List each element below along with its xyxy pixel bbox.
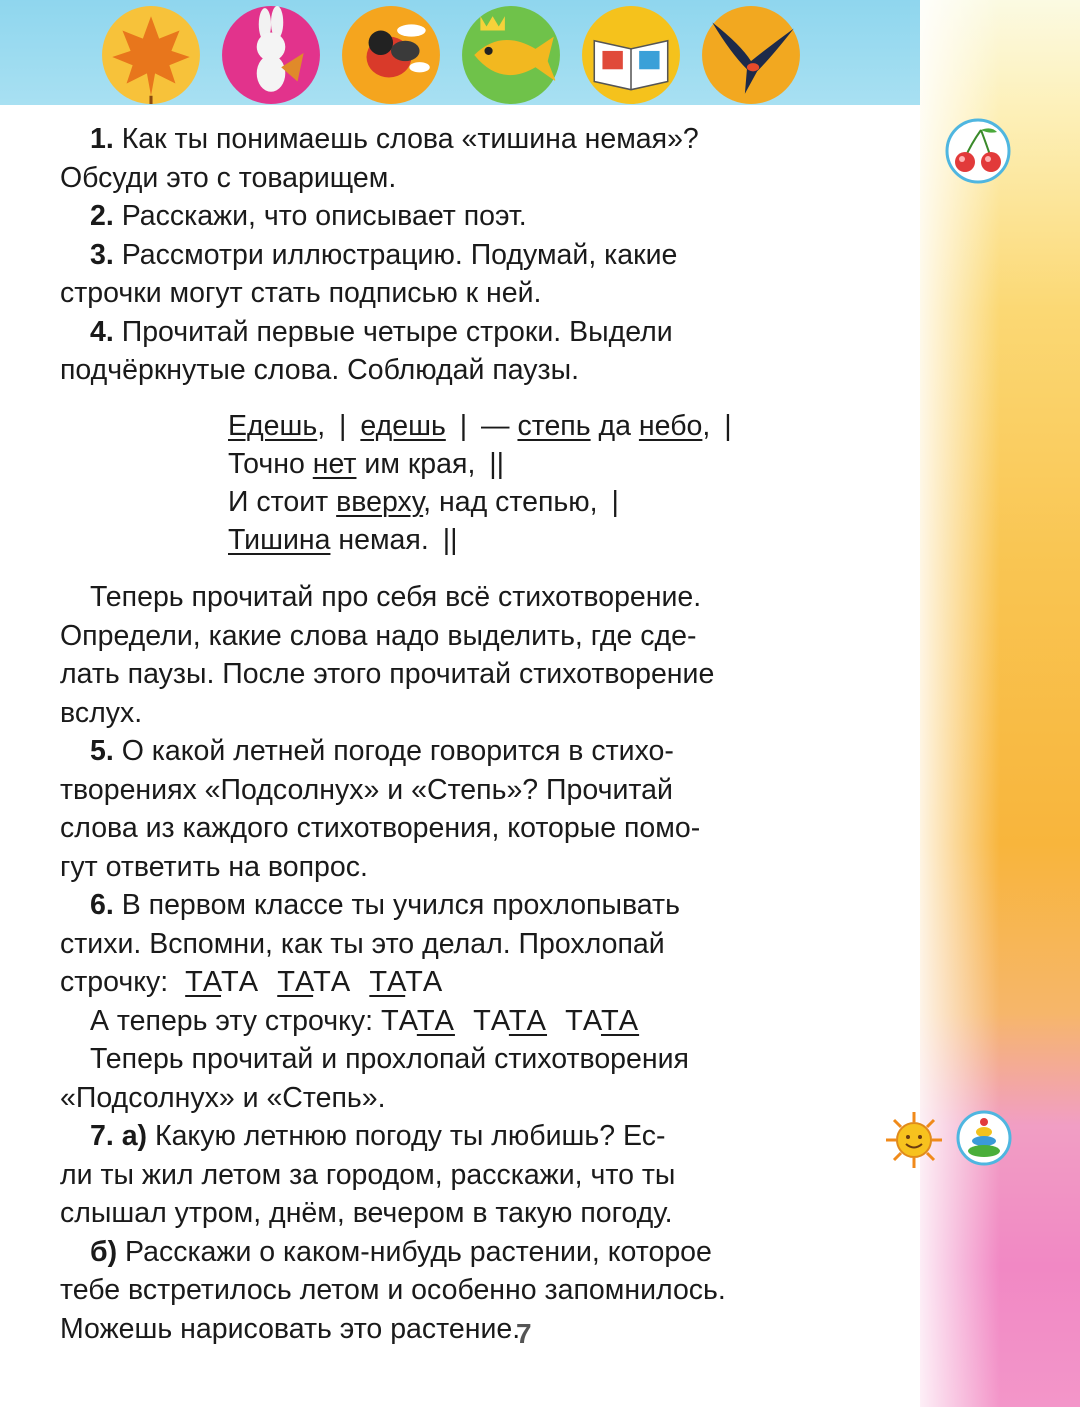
syllable: ТА	[473, 1004, 509, 1037]
syllable: ТА	[405, 966, 444, 998]
pause-mark: |	[611, 486, 619, 518]
hare-with-balalaika-icon	[220, 4, 322, 106]
stressed-syllable: ТА	[369, 966, 406, 998]
task-number: 7.	[90, 1120, 114, 1152]
syllable: ТА	[313, 966, 352, 998]
instruction-line: Теперь прочитай про себя всё стихотворение.	[90, 581, 702, 613]
instruction-line: Определи, какие слова надо выделить, где сде-	[60, 619, 697, 652]
sun-icon	[884, 1110, 944, 1170]
toy-pyramid-icon	[956, 1110, 1012, 1166]
task-7a-cont: слышал утром, днём, вечером в такую погоду.	[60, 1197, 673, 1229]
task-text: Расскажи, что описывает поэт.	[121, 200, 527, 232]
task-text: строчку:	[60, 966, 169, 998]
task-6-cont: «Подсолнух» и «Степь».	[60, 1081, 386, 1114]
task-6-tata-line-2	[60, 1002, 860, 1041]
task-6-cont: стихи. Вспомни, как ты это делал. Прохлопай	[60, 927, 665, 960]
task-text: О какой летней погоде говорится в стихо-	[121, 735, 674, 767]
task-number: 6.	[90, 889, 114, 921]
task-4	[60, 313, 860, 352]
poem-line	[228, 483, 888, 521]
word: немая.	[338, 524, 429, 556]
side-stripe	[920, 0, 1080, 1407]
task-6-tata-line	[60, 963, 860, 1002]
task-6	[60, 886, 860, 925]
syllable: ТА	[221, 966, 260, 998]
task-number: 4.	[90, 315, 114, 348]
pause-mark: |	[724, 410, 732, 442]
stressed-syllable: ТА	[185, 966, 222, 998]
stressed-word: нет	[312, 448, 357, 480]
instruction-line: лать паузы. После этого прочитай стихотворение	[60, 658, 715, 690]
task-7b-cont: Можешь нарисовать это растение.	[60, 1312, 521, 1345]
pause-mark-long: ||	[442, 524, 458, 556]
task-number: 3.	[90, 238, 114, 271]
syllable: ТА	[565, 1004, 601, 1037]
task-text: В первом классе ты учился прохлопывать	[121, 889, 680, 921]
swallow-icon	[700, 4, 802, 106]
stressed-word: Тишина	[228, 524, 331, 556]
stressed-syllable: ТА	[277, 966, 314, 998]
subtask-label: а)	[121, 1120, 148, 1152]
task-2	[60, 197, 860, 236]
open-book-icon	[580, 4, 682, 106]
task-text: А теперь эту строчку:	[90, 1004, 374, 1037]
task-3	[60, 236, 860, 275]
task-1-cont: Обсуди это с товарищем.	[60, 161, 397, 194]
poem-line	[228, 445, 888, 483]
pause-mark: |	[459, 410, 468, 442]
stressed-word: Едешь	[228, 410, 318, 442]
stressed-syllable: ТА	[416, 1004, 455, 1037]
task-5	[60, 732, 860, 771]
syllable: ТА	[380, 1004, 417, 1037]
poem-line	[228, 521, 888, 559]
task-1	[60, 120, 860, 159]
page-number: 7	[516, 1318, 532, 1349]
stressed-word: едешь	[360, 410, 446, 442]
task-5-cont: творениях «Подсолнух» и «Степь»? Прочитай	[60, 773, 673, 806]
rhythm-pattern-1	[176, 966, 443, 998]
rhythm-pattern-2	[381, 1005, 639, 1037]
poem-line	[228, 407, 888, 445]
task-7a	[60, 1117, 860, 1156]
task-7a-cont: ли ты жил летом за городом, расскажи, что ты	[60, 1158, 676, 1191]
word: И стоит	[228, 486, 329, 518]
task-5-cont: слова из каждого стихотворения, которые помо-	[60, 812, 701, 844]
word: да	[598, 410, 631, 442]
stressed-syllable: ТА	[600, 1004, 640, 1037]
task-7b-cont: тебе встретилось летом и особенно запомнилось.	[60, 1274, 726, 1306]
word: им края,	[364, 448, 476, 480]
poem-excerpt	[228, 407, 888, 559]
pause-mark: |	[339, 410, 347, 442]
cherry-icon	[945, 118, 1011, 184]
maple-leaf-icon	[100, 4, 202, 106]
stressed-word: вверху	[336, 486, 424, 518]
task-number: 1.	[90, 123, 114, 155]
task-3-cont: строчки могут стать подписью к ней.	[60, 277, 542, 309]
golden-fish-icon	[460, 4, 562, 106]
task-4-cont: подчёркнутые слова. Соблюдай паузы.	[60, 354, 580, 386]
task-7b	[60, 1233, 860, 1272]
header-icons	[100, 4, 820, 114]
task-number: 2.	[90, 200, 114, 232]
task-number: 5.	[90, 735, 114, 767]
punctuation: ,	[317, 410, 326, 442]
instruction-line: вслух.	[60, 696, 143, 729]
subtask-label: б)	[90, 1235, 118, 1268]
tasks-block-2	[60, 578, 860, 1348]
stressed-syllable: ТА	[508, 1004, 548, 1037]
pause-mark-long: ||	[489, 448, 505, 480]
stressed-word: степь	[517, 410, 591, 442]
dash: —	[481, 410, 510, 442]
task-text: Рассмотри иллюстрацию. Подумай, какие	[121, 238, 678, 271]
task-text: Расскажи о каком-нибудь растении, которое	[125, 1235, 712, 1268]
task-5-cont: гут ответить на вопрос.	[60, 850, 368, 883]
word: , над степью,	[423, 486, 598, 518]
tasks-block	[60, 120, 860, 390]
task-text: Как ты понимаешь слова «тишина немая»?	[121, 123, 699, 155]
word: Точно	[228, 448, 305, 480]
stressed-word: небо	[638, 410, 703, 442]
task-text: Какую летнюю погоду ты любишь? Ес-	[154, 1120, 666, 1152]
bullfinch-icon	[340, 4, 442, 106]
task-6-cont: Теперь прочитай и прохлопай стихотворения	[90, 1043, 689, 1075]
task-text: Прочитай первые четыре строки. Выдели	[121, 315, 673, 348]
punctuation: ,	[702, 410, 711, 442]
